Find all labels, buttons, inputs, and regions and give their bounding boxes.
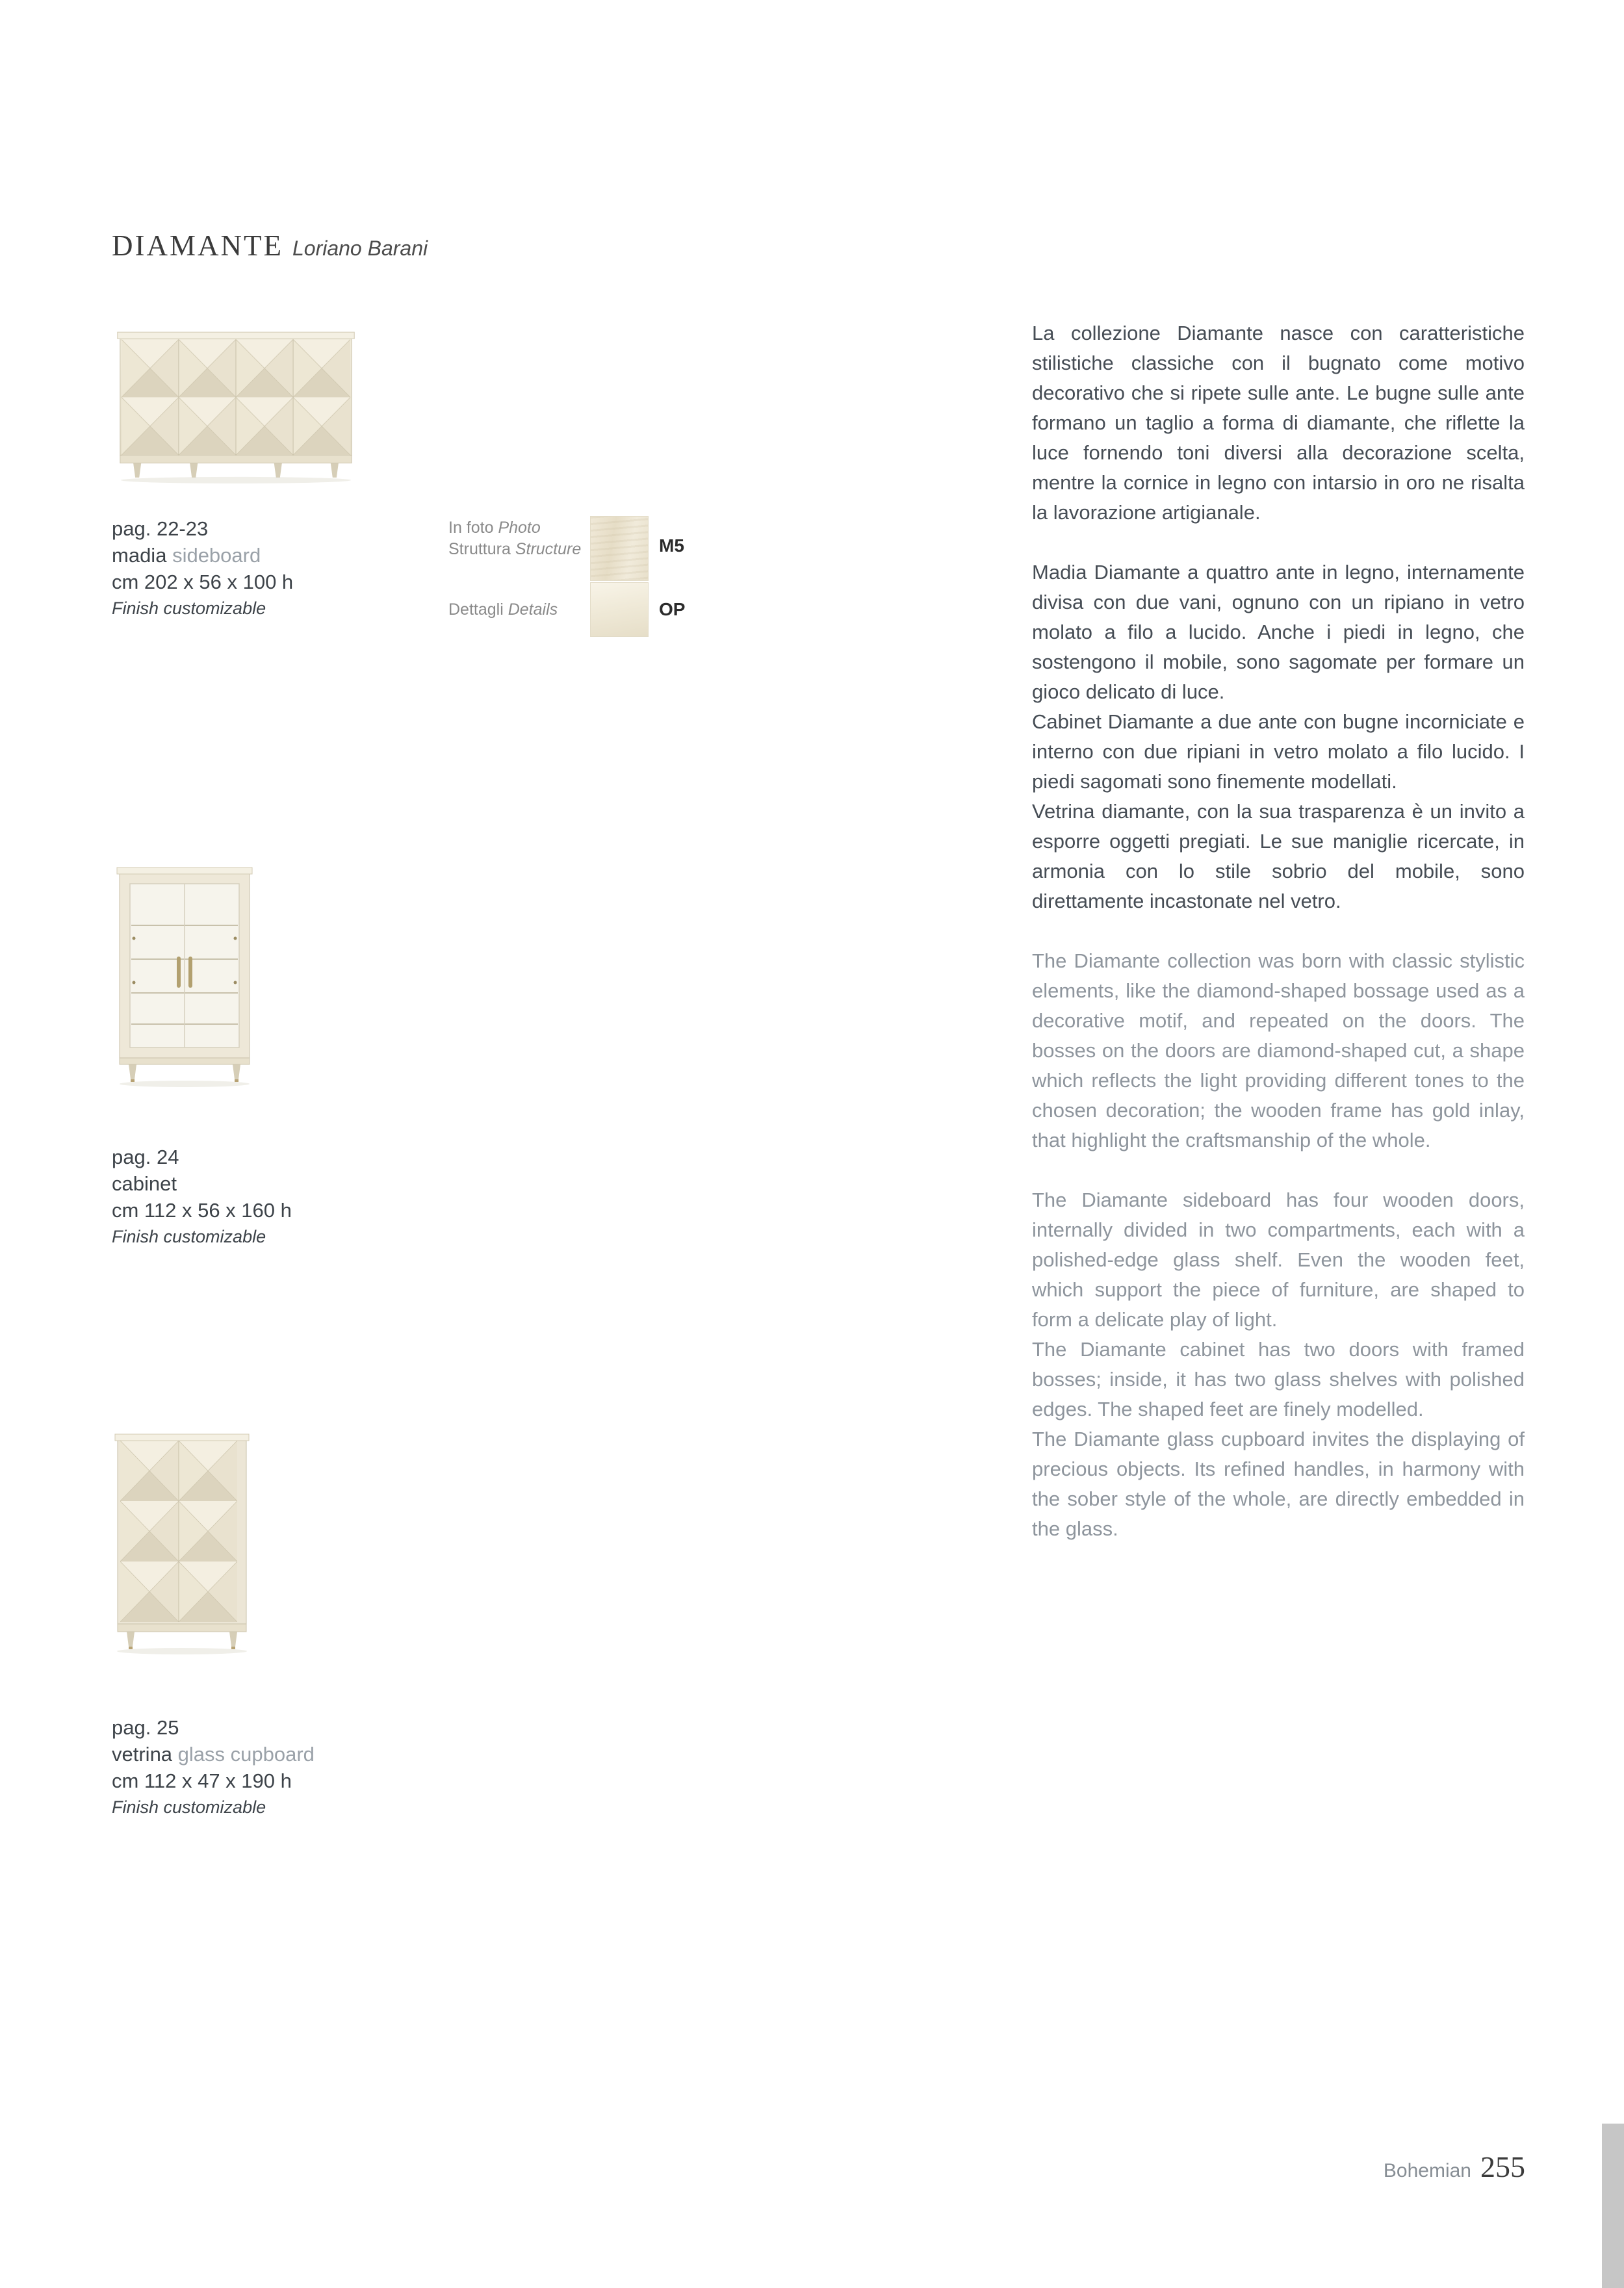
product-dimensions: cm 202 x 56 x 100 h [112, 571, 294, 593]
product-dimensions: cm 112 x 47 x 190 h [112, 1769, 292, 1792]
cabinet-photo [110, 860, 259, 1089]
sideboard-image [110, 324, 361, 485]
cabinet-image [110, 860, 259, 1089]
product-name-en: sideboard [172, 544, 261, 567]
page-number: 255 [1480, 2150, 1525, 2183]
product-name [112, 542, 293, 569]
product-name [112, 1170, 292, 1197]
details-swatch [590, 582, 649, 637]
product-name-en: glass cupboard [177, 1743, 315, 1766]
description-italian-3: Cabinet Diamante a due ante con bugne incorniciate e interno con due ripiani in vetro molato a filo lucido. I piedi sagomati sono finemente modellati. [1032, 710, 1525, 793]
caption-glass-cupboard [112, 1714, 315, 1821]
product-name-it: cabinet [112, 1172, 177, 1195]
description-italian-1: La collezione Diamante nasce con caratteristiche stilistiche classiche con il bugnato come motivo decorativo che si ripete sulle ante. Le bugne sulle ante formano un taglio a forma di diamante, che riflette la luce fornendo toni diversi alla decorazione scelta, mentre la cornice in legno con intarsio in oro ne risalta la lavorazione artigianale. [1032, 322, 1525, 524]
description-english-3: The Diamante cabinet has two doors with framed bosses; inside, it has two glass shelves with polished edges. The shaped feet are finely modelled. [1032, 1338, 1525, 1420]
page-ref: pag. 22-23 [112, 517, 209, 540]
product-name-it: vetrina [112, 1743, 173, 1766]
description-english-1: The Diamante collection was born with classic stylistic elements, like the diamond-shaped bossage used as a decorative motif, and repeated on the doors. The bosses on the doors are diamond-shaped cut, a shape which reflects the light providing different tones to the chosen decoration; the wooden frame has gold inlay, that highlight the craftsmanship of the whole. [1032, 949, 1525, 1151]
finish-note: Finish customizable [112, 1797, 266, 1817]
finish-note: Finish customizable [112, 598, 266, 618]
collection-name: Bohemian [1383, 2160, 1471, 2181]
structure-swatch-code: M5 [659, 535, 684, 556]
caption-cabinet [112, 1144, 292, 1250]
structure-label-en: Structure [515, 540, 582, 558]
structure-label-it: Struttura [448, 540, 511, 558]
details-label-en: Details [508, 600, 558, 619]
product-name-it: madia [112, 544, 167, 567]
description-italian-2: Madia Diamante a quattro ante in legno, internamente divisa con due vani, ognuno con un ripiano in vetro molato a filo a lucido. Anche i piedi in legno, che sostengono il mobile, sono sagomate per formare un gioco delicato di luce. [1032, 561, 1525, 703]
glass-cupboard-image [107, 1426, 257, 1656]
photo-label [448, 517, 541, 539]
finishes-block [448, 516, 741, 652]
page-footer [1384, 2150, 1525, 2184]
description-english-2: The Diamante sideboard has four wooden doors, internally divided in two compartments, each with a polished-edge glass shelf. Even the wooden feet, which support the piece of furniture, are shaped to form a delicate play of light. [1032, 1189, 1525, 1331]
page-ref: pag. 24 [112, 1146, 179, 1168]
page-header [112, 229, 428, 263]
designer-name: Loriano Barani [292, 237, 428, 260]
description-english-4: The Diamante glass cupboard invites the displaying of precious objects. Its refined handles, in harmony with the sober style of the whole, are directly embedded in the glass. [1032, 1428, 1525, 1540]
page-ref: pag. 25 [112, 1716, 179, 1739]
product-dimensions: cm 112 x 56 x 160 h [112, 1199, 292, 1222]
details-label [448, 599, 558, 621]
page-title: DIAMANTE [112, 229, 283, 262]
finish-note: Finish customizable [112, 1227, 266, 1246]
caption-sideboard [112, 515, 293, 622]
photo-label-en: Photo [498, 519, 541, 537]
details-label-it: Dettagli [448, 600, 504, 619]
structure-swatch [590, 516, 649, 581]
page-edge-tab [1602, 2124, 1624, 2288]
sideboard-photo [110, 324, 361, 485]
description-italian-4: Vetrina diamante, con la sua trasparenza è un invito a esporre oggetti pregiati. Le sue maniglie ricercate, in armonia con lo stile sobrio del mobile, sono direttamente incastonate nel vetro. [1032, 800, 1525, 912]
details-swatch-code: OP [659, 599, 686, 619]
product-name [112, 1741, 315, 1767]
structure-label [448, 539, 581, 560]
description-column [1032, 318, 1525, 1544]
glass-cupboard-photo [107, 1426, 257, 1656]
photo-label-it: In foto [448, 519, 494, 537]
